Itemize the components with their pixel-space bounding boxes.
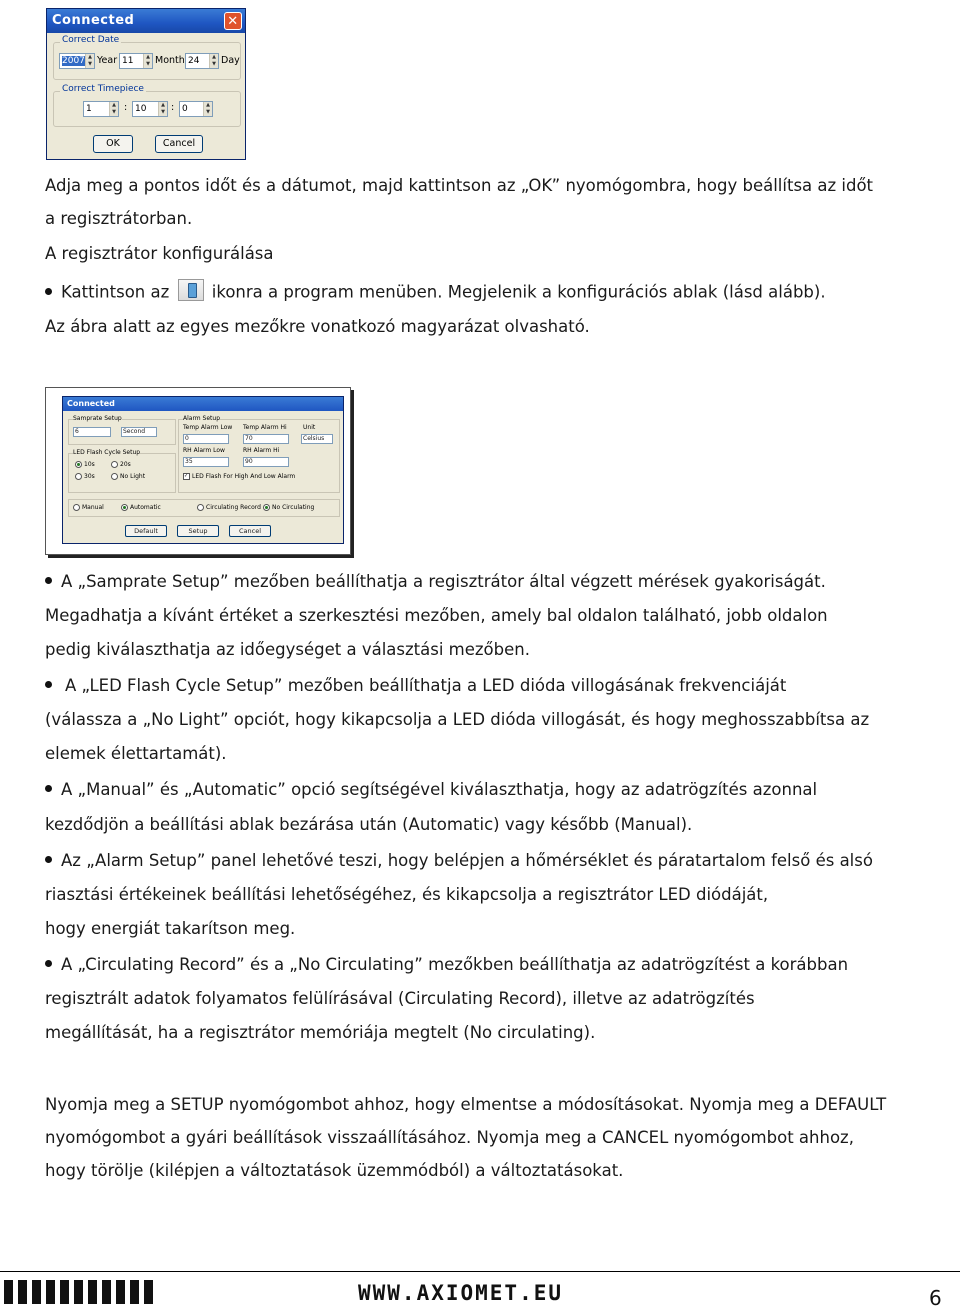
radio-icon xyxy=(73,504,80,511)
alarm-group-label: Alarm Setup xyxy=(183,415,221,422)
led-nolight-option[interactable] xyxy=(111,473,145,480)
para1-line2: a regisztrátorban. xyxy=(45,209,193,228)
month-label: Month xyxy=(155,55,185,66)
b5-line3: megállítását, ha a regisztrátor memóriája megtelt (No circulating). xyxy=(45,1023,596,1042)
setup-button[interactable]: Setup xyxy=(177,525,219,537)
bullet-icon xyxy=(45,577,52,584)
connected-date-dialog xyxy=(46,8,246,160)
radio-icon xyxy=(75,473,82,480)
cancel-button[interactable]: Cancel xyxy=(229,525,271,537)
bullet-icon xyxy=(45,785,52,792)
final-line1: Nyomja meg a SETUP nyomógombot ahhoz, hogy elmentse a módosításokat. Nyomja meg a DEFAULT xyxy=(45,1095,887,1114)
circulating-label: Circulating Record xyxy=(206,504,261,511)
section-heading: A regisztrátor konfigurálása xyxy=(45,244,274,263)
automatic-option[interactable] xyxy=(121,504,161,511)
day-field[interactable] xyxy=(185,53,219,69)
config-dialog-frame xyxy=(45,387,351,555)
bullet0-line2: Az ábra alatt az egyes mezőkre vonatkozó magyarázat olvasható. xyxy=(45,317,590,336)
second-spinner[interactable]: ▲ ▼ xyxy=(203,102,212,116)
bullet-icon xyxy=(45,960,52,967)
led-20s-option[interactable] xyxy=(111,461,131,468)
led-20s-label: 20s xyxy=(120,461,131,468)
temp-low-label: Temp Alarm Low xyxy=(183,424,233,431)
radio-icon xyxy=(121,504,128,511)
final-line3: hogy törölje (kilépjen a változtatások üzemmódból) a változtatásokat. xyxy=(45,1161,624,1180)
final-line2: nyomógombot a gyári beállítások visszaállításához. Nyomja meg a CANCEL nyomógombot ahhoz, xyxy=(45,1128,854,1147)
bullet-circulating xyxy=(45,955,848,975)
radio-icon xyxy=(111,473,118,480)
b4-line1: Az „Alarm Setup” panel lehetővé teszi, hogy belépjen a hőmérséklet és páratartalom felső és alsó xyxy=(61,851,873,870)
rh-high-field[interactable]: 90 xyxy=(243,457,289,467)
b1-line1: A „Samprate Setup” mezőben beállíthatja a regisztrátor által végzett mérések gyakoriságát. xyxy=(61,572,826,591)
time-separator: : xyxy=(171,102,175,113)
rh-high-label: RH Alarm Hi xyxy=(243,447,280,454)
manual-label: Manual xyxy=(82,504,104,511)
bullet-icon xyxy=(45,856,52,863)
bullet0-post: ikonra a program menüben. Megjelenik a konfigurációs ablak (lásd alább). xyxy=(211,282,826,302)
day-value: 24 xyxy=(188,56,200,66)
ok-button[interactable]: OK xyxy=(93,135,133,153)
b4-line2: riasztási értékeinek beállítási lehetőségéhez, és kikapcsolja a regisztrátor LED diódáját, xyxy=(45,885,769,904)
hour-spinner[interactable]: ▲ ▼ xyxy=(109,102,118,116)
radio-icon xyxy=(111,461,118,468)
manual-option[interactable] xyxy=(73,504,104,511)
led-flash-group-label: LED Flash Cycle Setup xyxy=(73,449,141,456)
year-label: Year xyxy=(97,55,118,66)
bullet-led xyxy=(45,676,786,696)
minute-value: 10 xyxy=(135,104,147,114)
led-30s-option[interactable] xyxy=(75,473,95,480)
temp-high-field[interactable]: 70 xyxy=(243,434,289,444)
b3-line2: kezdődjön a beállítási ablak bezárása után (Automatic) vagy később (Manual). xyxy=(45,815,693,834)
b5-line2: regisztrált adatok folyamatos felülírásával (Circulating Record), illetve az adatrögzítés xyxy=(45,989,755,1008)
led-flash-alarm-label: LED Flash For High And Low Alarm xyxy=(192,473,296,480)
led-10s-option[interactable] xyxy=(75,461,95,468)
temp-high-label: Temp Alarm Hi xyxy=(243,424,287,431)
radio-icon xyxy=(75,461,82,468)
automatic-label: Automatic xyxy=(130,504,161,511)
hour-value: 1 xyxy=(86,104,92,114)
b1-line3: pedig kiválaszthatja az időegységet a választási mezőben. xyxy=(45,640,530,659)
hour-field[interactable] xyxy=(83,101,119,117)
b2-line2: (válassza a „No Light” opciót, hogy kikapcsolja a LED dióda villogását, és hogy meghosszabbítsa az xyxy=(45,710,870,729)
month-value: 11 xyxy=(122,56,134,66)
b4-line3: hogy energiát takarítson meg. xyxy=(45,919,296,938)
dialog-titlebar xyxy=(47,9,245,33)
led-flash-alarm-checkbox[interactable] xyxy=(183,473,295,480)
bullet-config-icon xyxy=(45,282,826,304)
led-nolight-label: No Light xyxy=(120,473,146,480)
unit-select[interactable]: Celsius xyxy=(301,434,333,444)
radio-icon xyxy=(263,504,270,511)
samprate-unit-select[interactable]: Second xyxy=(121,427,157,437)
no-circulating-option[interactable] xyxy=(263,504,314,511)
bullet-samprate xyxy=(45,572,826,592)
checkbox-icon: ✓ xyxy=(184,473,189,479)
second-field[interactable] xyxy=(179,101,213,117)
month-spinner[interactable]: ▲ ▼ xyxy=(143,54,152,68)
rh-low-field[interactable]: 35 xyxy=(183,457,229,467)
bullet-icon xyxy=(45,681,52,688)
year-field[interactable] xyxy=(59,53,95,69)
temp-low-field[interactable]: 0 xyxy=(183,434,229,444)
bullet0-pre: Kattintson az xyxy=(61,282,170,302)
config-dialog-title: Connected xyxy=(63,397,343,411)
year-spinner[interactable]: ▲ ▼ xyxy=(85,54,94,68)
bullet-icon xyxy=(45,288,52,295)
b1-line2: Megadhatja a kívánt értéket a szerkesztési mezőben, amely bal oldalon található, jobb oldalon xyxy=(45,606,828,625)
led-30s-label: 30s xyxy=(84,473,95,480)
day-label: Day xyxy=(221,55,240,66)
b3-line1: A „Manual” és „Automatic” opció segítségével kiválaszthatja, hogy az adatrögzítés azonnal xyxy=(61,780,818,799)
cancel-button[interactable]: Cancel xyxy=(155,135,203,153)
b2-line3: elemek élettartamát). xyxy=(45,744,227,763)
second-value: 0 xyxy=(182,104,188,114)
no-circulating-label: No Circulating xyxy=(272,504,315,511)
rh-low-label: RH Alarm Low xyxy=(183,447,225,454)
footer-divider xyxy=(0,1271,960,1272)
minute-spinner[interactable]: ▲ ▼ xyxy=(158,102,167,116)
samprate-value-field[interactable]: 6 xyxy=(73,427,111,437)
close-icon[interactable]: ✕ xyxy=(224,12,242,30)
radio-icon xyxy=(197,504,204,511)
para1-line1: Adja meg a pontos időt és a dátumot, majd kattintson az „OK” nyomógombra, hogy beállítsa az időt xyxy=(45,176,874,195)
dialog-title: Connected xyxy=(52,13,135,28)
config-icon xyxy=(178,279,204,301)
minute-field[interactable] xyxy=(132,101,168,117)
correct-date-label: Correct Date xyxy=(62,35,120,45)
month-field[interactable] xyxy=(119,53,153,69)
connected-config-dialog xyxy=(62,396,344,544)
bullet-manual xyxy=(45,780,817,800)
time-separator: : xyxy=(124,102,128,113)
bullet-alarm xyxy=(45,851,873,871)
page-number: 6 xyxy=(929,1286,942,1310)
footer-website[interactable]: WWW.AXIOMET.EU xyxy=(358,1281,564,1305)
samprate-group-label: Samprate Setup xyxy=(73,415,122,422)
day-spinner[interactable]: ▲ ▼ xyxy=(209,54,218,68)
unit-label: Unit xyxy=(303,424,316,431)
correct-timepiece-label: Correct Timepiece xyxy=(62,84,144,94)
led-10s-label: 10s xyxy=(84,461,95,468)
default-button[interactable]: Default xyxy=(125,525,167,537)
b5-line1: A „Circulating Record” és a „No Circulating” mezőkben beállíthatja az adatrögzítést a korábban xyxy=(61,955,849,974)
circulating-option[interactable] xyxy=(197,504,261,511)
b2-line1: A „LED Flash Cycle Setup” mezőben beállíthatja a LED dióda villogásának frekvenciáját xyxy=(65,676,787,695)
year-value: 2007 xyxy=(62,56,85,66)
